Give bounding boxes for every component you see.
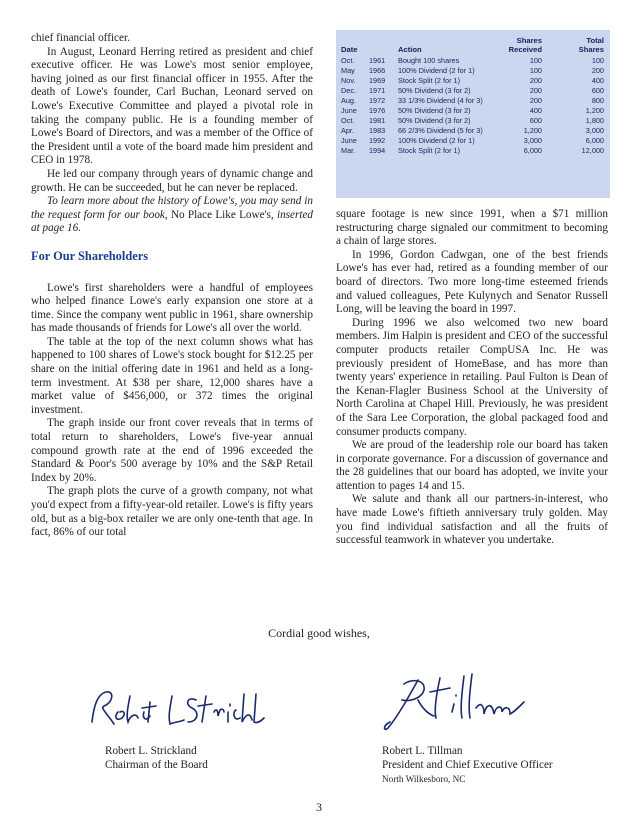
cell-total-shares: 1,200 <box>585 106 604 115</box>
table-row <box>336 116 610 126</box>
cell-total-shares: 200 <box>591 66 604 75</box>
cell-month: June <box>341 106 357 115</box>
cell-year: 1992 <box>369 136 386 145</box>
paragraph: square footage is new since 1991, when a $71 million restructuring charge signaled our commitment to becoming a chain of large stores. <box>336 208 608 248</box>
section-heading: For Our Shareholders <box>31 248 149 263</box>
stock-history-table <box>336 30 610 198</box>
signer-title: Chairman of the Board <box>105 759 208 771</box>
cell-year: 1969 <box>369 76 386 85</box>
left-column <box>31 32 313 540</box>
book-reference-paragraph <box>31 195 313 236</box>
signature-tillman <box>378 668 538 738</box>
cell-year: 1994 <box>369 146 386 155</box>
table-row <box>336 126 610 136</box>
cell-shares-received: 100 <box>529 56 542 65</box>
signer-left <box>105 744 208 772</box>
signature-strickland <box>84 682 274 740</box>
table-row <box>336 56 610 66</box>
header-shares: Shares <box>578 45 604 54</box>
cell-month: Apr. <box>341 126 354 135</box>
header-shares: Shares <box>516 36 542 45</box>
cell-total-shares: 12,000 <box>581 146 604 155</box>
header-date: Date <box>341 45 358 54</box>
cell-year: 1981 <box>369 116 386 125</box>
paragraph: In 1996, Gordon Cadwgan, one of the best friends Lowe's has ever had, retired as a founding member of our board of directors. Two more long-time esteemed friends and valued colleagues, Pete Kulynych and Senator Russell Long, will be leaving the board in 1997. <box>336 248 608 316</box>
signer-name: Robert L. Strickland <box>105 745 197 757</box>
cell-shares-received: 3,000 <box>523 136 542 145</box>
cell-total-shares: 800 <box>591 96 604 105</box>
italic-text: inserted at page 16. <box>31 208 314 235</box>
book-title: No Place Like Lowe's, <box>170 208 274 221</box>
cell-shares-received: 200 <box>529 96 542 105</box>
closing-salutation: Cordial good wishes, <box>268 626 370 640</box>
paragraph: chief financial officer. <box>31 32 130 44</box>
cell-total-shares: 3,000 <box>585 126 604 135</box>
paragraph: During 1996 we also welcomed two new board members. Jim Halpin is president and CEO of the successful computer products retailer CompUSA Inc. He was previously president of HomeBase, and has more than twenty years' experience in retailing. Paul Fulton is Dean of the Kenan-Flagler Business School at the University of North Carolina at Chapel Hill. Previously, he was president of the Sara Lee Corporation, the global packaged food and consumer products company. <box>336 316 608 438</box>
cell-shares-received: 200 <box>529 76 542 85</box>
cell-year: 1971 <box>369 86 386 95</box>
paragraph: The table at the top of the next column shows what has happened to 100 shares of Lowe's stock bought for $12.25 per share on the initial offering date in 1961 and held as a long-term investment. At $38 per share, 12,000 shares have a market value of $456,000, or 372 times the original investment. <box>31 335 313 416</box>
paragraph: The graph inside our front cover reveals that in terms of total return to shareholders, Lowe's five-year annual compound growth rate at the end of 1996 exceeded the Standard & Poor's 500 average by 10% and the S&P Retail Index by 20%. <box>31 417 313 484</box>
cell-year: 1961 <box>369 56 386 65</box>
cell-month: Nov. <box>341 76 356 85</box>
cell-year: 1983 <box>369 126 386 135</box>
table-row <box>336 76 610 86</box>
cell-shares-received: 6,000 <box>523 146 542 155</box>
table-row <box>336 146 610 156</box>
table-row <box>336 96 610 106</box>
signer-title: President and Chief Executive Officer <box>382 759 553 771</box>
cell-total-shares: 1,800 <box>585 116 604 125</box>
cell-shares-received: 400 <box>529 106 542 115</box>
cell-action: 100% Dividend (2 for 1) <box>398 136 475 145</box>
cell-month: Aug. <box>341 96 357 105</box>
right-column <box>336 208 608 548</box>
cell-year: 1966 <box>369 66 386 75</box>
cell-total-shares: 600 <box>591 86 604 95</box>
paragraph: In August, Leonard Herring retired as president and chief executive officer. He was Lowe's most senior employee, having joined as our first financial officer in 1955. After the death of Lowe's founder, Carl Buchan, Leonard served on Lowe's Executive Committee and played a pivotal role in taking the company public. He is a founding member of Lowe's Board of Directors, and was a member of the Office of the President until a vote of the board made him president and CEO in 1978. <box>31 45 313 167</box>
cell-month: Dec. <box>341 86 357 95</box>
cell-action: Bought 100 shares <box>398 56 460 65</box>
page-number: 3 <box>316 800 322 814</box>
cell-month: Oct. <box>341 56 355 65</box>
cell-action: 50% Dividend (3 for 2) <box>398 86 471 95</box>
paragraph: Lowe's first shareholders were a handful of employees who helped finance Lowe's early expansion one store at a time. Since the company went public in 1961, share ownership has made thousands of friends for Lowe's all over the world. <box>31 281 313 335</box>
italic-text: To learn more about the history of Lowe's, you may send in the request form for our book, <box>31 195 313 221</box>
cell-month: May <box>341 66 355 75</box>
cell-action: 50% Dividend (3 for 2) <box>398 106 471 115</box>
cell-month: June <box>341 136 357 145</box>
cell-action: 50% Dividend (3 for 2) <box>398 116 471 125</box>
cell-action: 33 1/3% Dividend (4 for 3) <box>398 96 483 105</box>
paragraph: He led our company through years of dynamic change and growth. He can be succeeded, but he can never be replaced. <box>31 167 313 194</box>
cell-month: Oct. <box>341 116 355 125</box>
cell-shares-received: 1,200 <box>523 126 542 135</box>
signer-location: North Wilkesboro, NC <box>382 774 466 784</box>
cell-action: Stock Split (2 for 1) <box>398 76 461 85</box>
cell-action: Stock Split (2 for 1) <box>398 146 461 155</box>
table-row <box>336 106 610 116</box>
cell-action: 66 2/3% Dividend (5 for 3) <box>398 126 483 135</box>
cell-total-shares: 100 <box>591 56 604 65</box>
paragraph: We salute and thank all our partners-in-interest, who have made Lowe's fiftieth anniversary truly golden. May you find individual satisfaction and all the fruits of successful teamwork in whatever you undertake. <box>336 493 608 547</box>
header-received: Received <box>508 45 542 54</box>
cell-shares-received: 100 <box>529 66 542 75</box>
cell-month: Mar. <box>341 146 356 155</box>
cell-year: 1972 <box>369 96 386 105</box>
signer-name: Robert L. Tillman <box>382 745 463 757</box>
cell-total-shares: 400 <box>591 76 604 85</box>
cell-shares-received: 600 <box>529 116 542 125</box>
cell-action: 100% Dividend (2 for 1) <box>398 66 475 75</box>
header-total: Total <box>586 36 604 45</box>
cell-shares-received: 200 <box>529 86 542 95</box>
signer-right <box>382 744 553 786</box>
table-row <box>336 136 610 146</box>
table-row <box>336 66 610 76</box>
cell-year: 1976 <box>369 106 386 115</box>
table-row <box>336 86 610 96</box>
paragraph: We are proud of the leadership role our board has taken in corporate governance. For a discussion of governance and the 28 guidelines that our board has adopted, we invite your attention to pages 14 and 15. <box>336 439 608 492</box>
paragraph: The graph plots the curve of a growth company, not what you'd expect from a fifty-year-old retailer. Lowe's is fifty years old, but as a big-box retailer we are only one-tenth that age. In fact, 86% of our total <box>31 485 313 539</box>
header-action: Action <box>398 45 422 54</box>
cell-total-shares: 6,000 <box>585 136 604 145</box>
